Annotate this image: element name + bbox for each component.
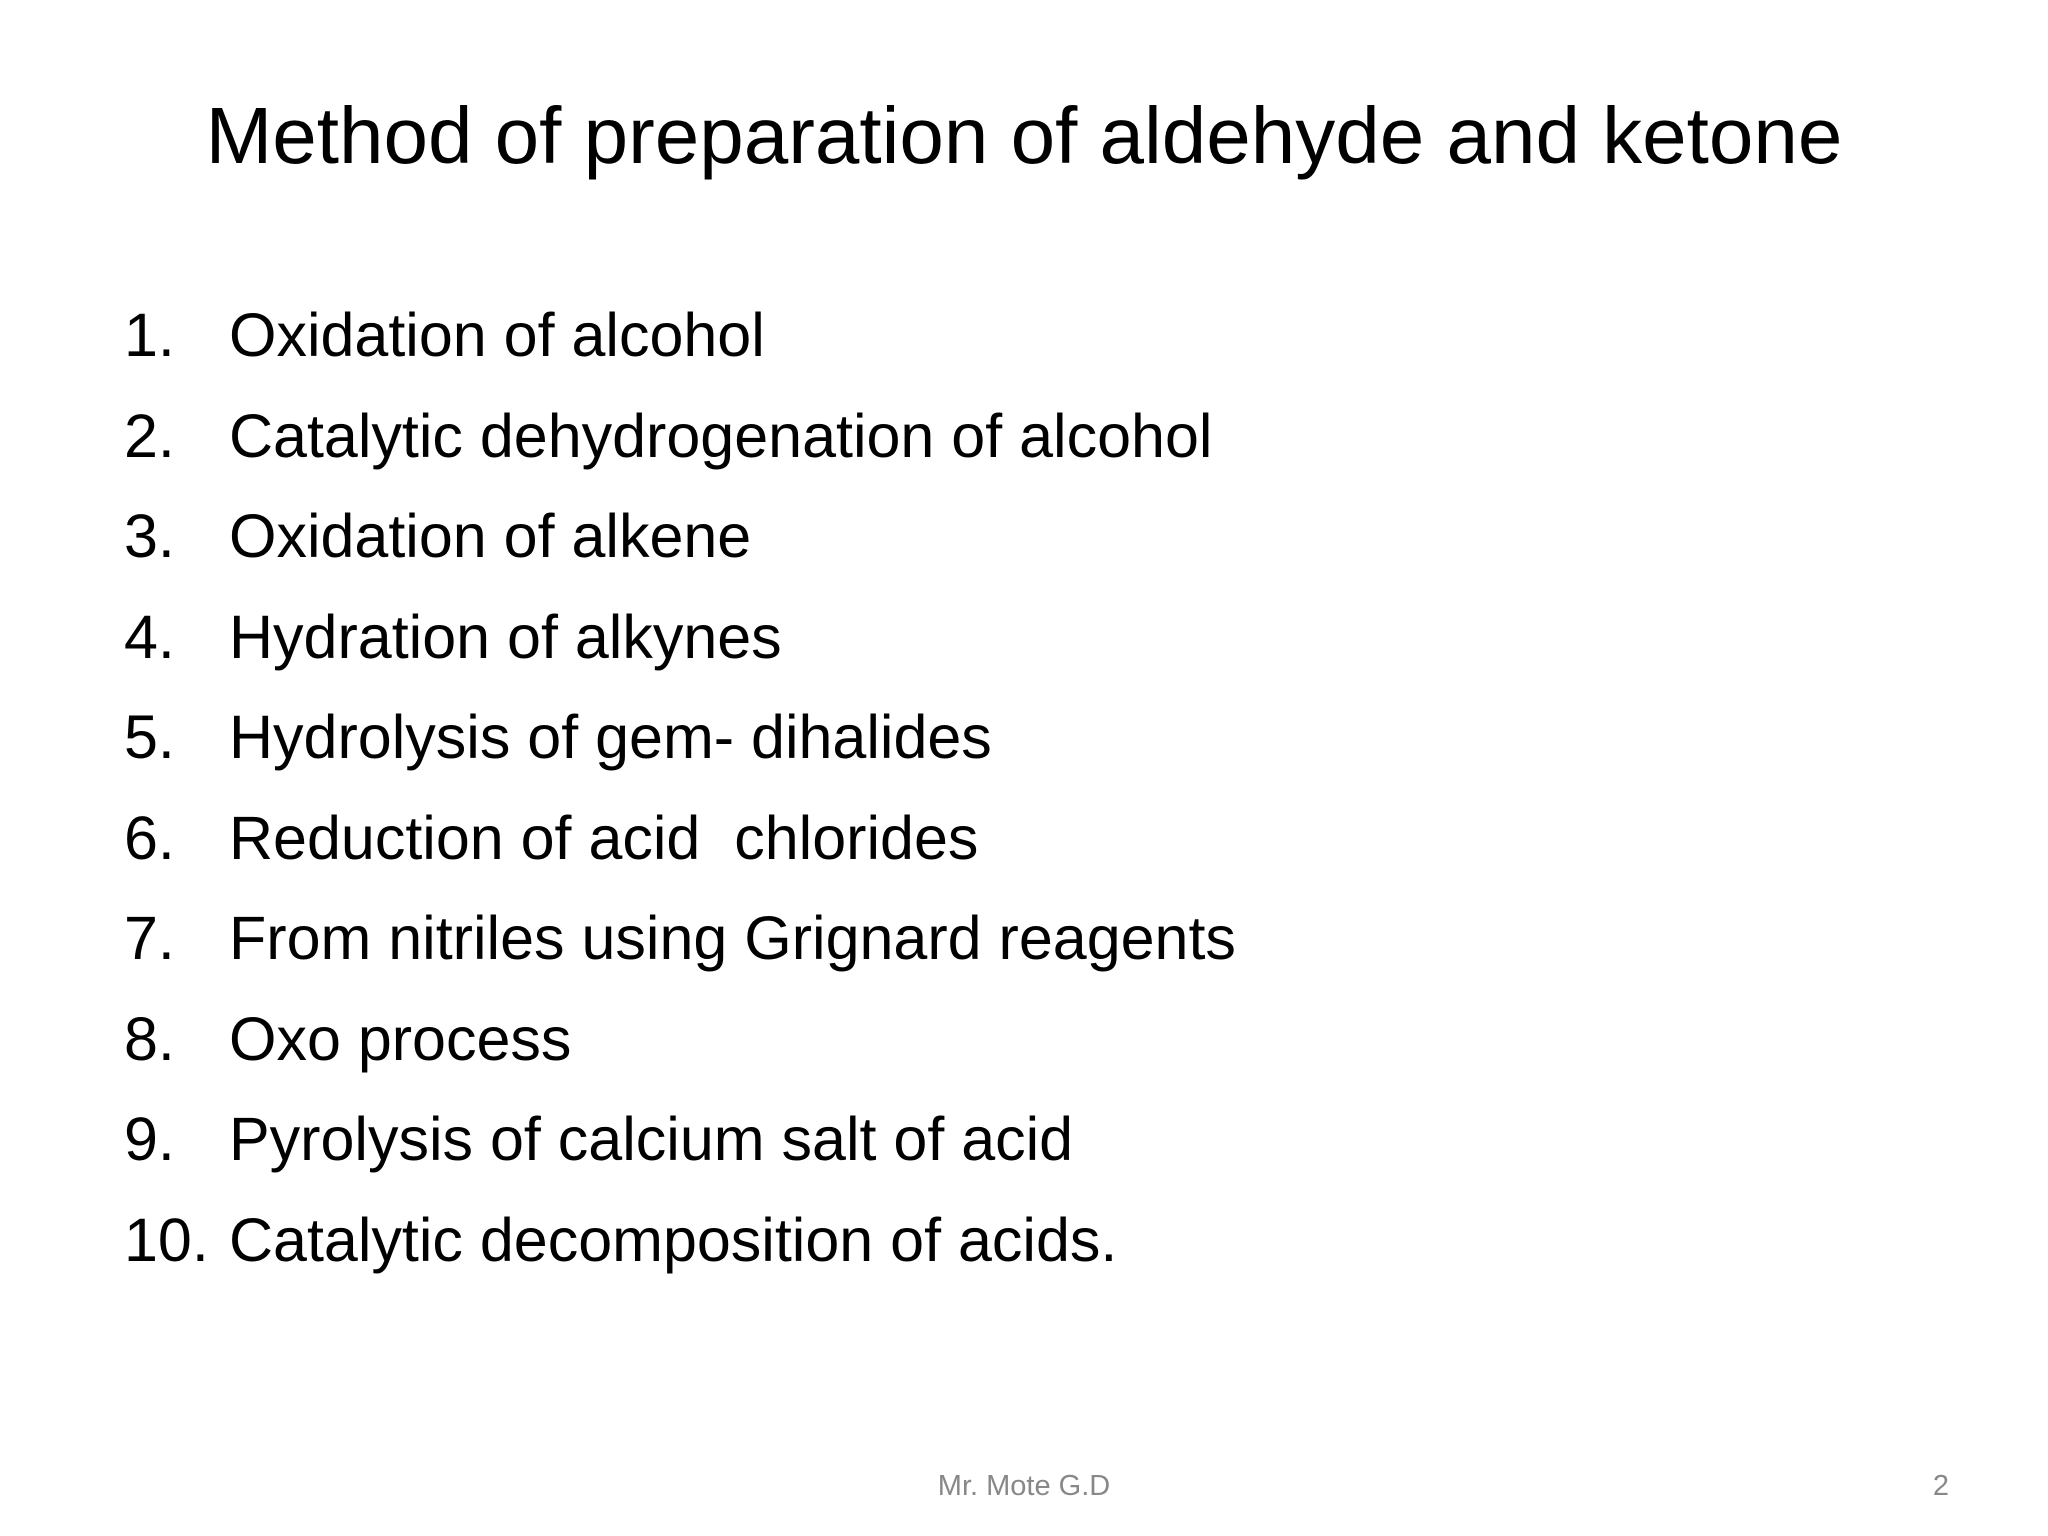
- list-item-text: Oxo process: [229, 1004, 572, 1073]
- list-item: [124, 697, 1236, 798]
- list-item-number: 5.: [124, 703, 175, 771]
- list-item: [124, 898, 1236, 999]
- list-item-text: Hydration of alkynes: [229, 602, 782, 671]
- page-number: 2: [1932, 1470, 1949, 1502]
- list-item-text: Catalytic dehydrogenation of alcohol: [229, 401, 1213, 470]
- list-item: [124, 1200, 1236, 1301]
- list-item-number: 7.: [124, 904, 175, 972]
- list-item-number: 2.: [124, 401, 175, 470]
- list-item-number: 4.: [124, 602, 175, 671]
- list-item-text: From nitriles using Grignard reagents: [229, 904, 1236, 972]
- list-item-number: 6.: [124, 803, 175, 872]
- list-item: [124, 597, 1236, 698]
- list-item-number: 8.: [124, 1004, 175, 1073]
- list-item: [124, 798, 1236, 899]
- list-item: [124, 496, 1236, 597]
- list-item-number: 1.: [124, 301, 175, 369]
- list-item-number: 10.: [124, 1205, 209, 1274]
- list-item-number: 3.: [124, 502, 175, 570]
- list-item: [124, 396, 1236, 497]
- list-item-number: 9.: [124, 1105, 175, 1173]
- list-item: [124, 295, 1236, 396]
- list-item-text: Hydrolysis of gem- dihalides: [229, 703, 992, 771]
- preparation-methods-list: [124, 295, 1236, 1300]
- list-item-text: Catalytic decomposition of acids.: [229, 1205, 1118, 1274]
- list-item-text: Oxidation of alkene: [229, 502, 752, 570]
- footer-author: Mr. Mote G.D: [937, 1470, 1111, 1502]
- list-item-text: Oxidation of alcohol: [229, 301, 765, 369]
- slide-title: Method of preparation of aldehyde and ketone: [205, 91, 1843, 180]
- list-item-text: Pyrolysis of calcium salt of acid: [229, 1105, 1074, 1173]
- list-item: [124, 999, 1236, 1100]
- list-item-text: Reduction of acid chlorides: [229, 803, 979, 872]
- list-item: [124, 1099, 1236, 1200]
